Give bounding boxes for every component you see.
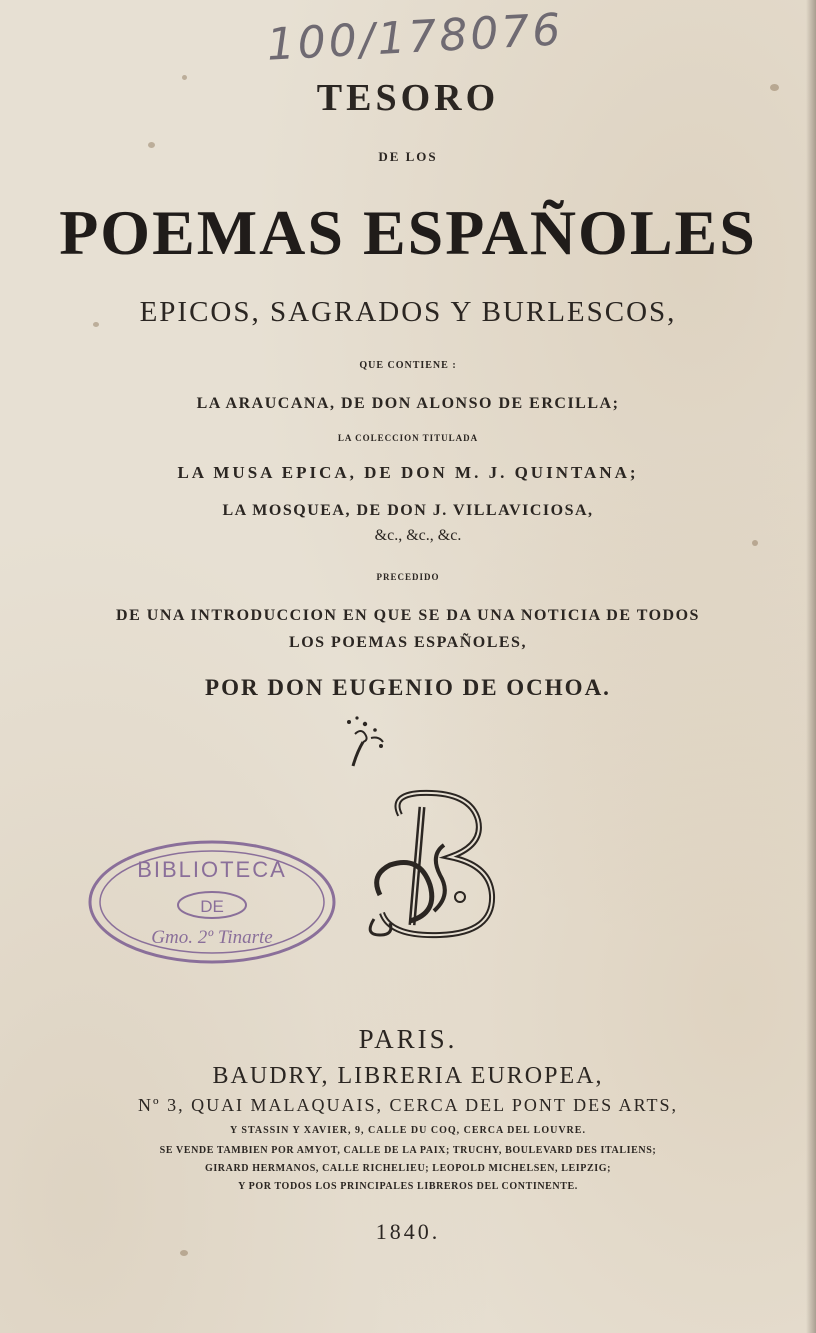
- contents-mosquea: LA MOSQUEA, DE DON J. VILLAVICIOSA,: [222, 502, 594, 519]
- stamp-line-2: DE: [200, 897, 224, 916]
- imprint-stassin: Y STASSIN Y XAVIER, 9, CALLE DU COQ, CERCA DEL LOUVRE.: [230, 1125, 586, 1136]
- foxing-spot: [148, 142, 155, 148]
- preface-precedido: PRECEDIDO: [376, 572, 440, 582]
- imprint-sellers-2: GIRARD HERMANOS, CALLE RICHELIEU; LEOPOLD MICHELSEN, LEIPZIG;: [204, 1163, 612, 1174]
- imprint-city: PARIS.: [358, 1024, 458, 1054]
- title-de-los: DE LOS: [378, 149, 438, 164]
- handwritten-shelfmark: 100/178076: [265, 4, 565, 71]
- subtitle: EPICOS, SAGRADOS Y BURLESCOS,: [139, 296, 677, 328]
- author-line: POR DON EUGENIO DE OCHOA.: [205, 675, 611, 700]
- stamp-line-1: BIBLIOTECA: [137, 857, 287, 882]
- library-stamp: [85, 835, 340, 970]
- foxing-spot: [180, 1250, 188, 1256]
- imprint-sellers-3: Y POR TODOS LOS PRINCIPALES LIBREROS DEL CONTINENTE.: [238, 1181, 578, 1192]
- preface-line-1: DE UNA INTRODUCCION EN QUE SE DA UNA NOTICIA DE TODOS: [116, 607, 700, 624]
- contents-araucana: LA ARAUCANA, DE DON ALONSO DE ERCILLA;: [196, 395, 620, 412]
- title-tesoro: TESORO: [316, 77, 500, 119]
- contents-musa-epica: LA MUSA EPICA, DE DON M. J. QUINTANA;: [177, 463, 639, 482]
- publication-year: 1840.: [375, 1219, 441, 1244]
- imprint-sellers-1: SE VENDE TAMBIEN POR AMYOT, CALLE DE LA PAIX; TRUCHY, BOULEVARD DES ITALIENS;: [159, 1145, 657, 1156]
- contents-coleccion: LA COLECCION TITULADA: [337, 433, 479, 443]
- imprint-address: Nº 3, QUAI MALAQUAIS, CERCA DEL PONT DES ARTS,: [137, 1095, 679, 1115]
- title-poemas-espanoles: POEMAS ESPAÑOLES: [59, 197, 757, 268]
- contents-intro: QUE CONTIENE :: [359, 360, 457, 371]
- floral-ornament-icon: [335, 712, 395, 772]
- imprint-publisher: BAUDRY, LIBRERIA EUROPEA,: [212, 1063, 604, 1089]
- contents-etc: &c., &c., &c.: [374, 527, 462, 544]
- preface-line-2: LOS POEMAS ESPAÑOLES,: [289, 634, 527, 651]
- publisher-monogram-icon: [360, 785, 505, 945]
- stamp-line-3: Gmo. 2º Tinarte: [151, 927, 273, 948]
